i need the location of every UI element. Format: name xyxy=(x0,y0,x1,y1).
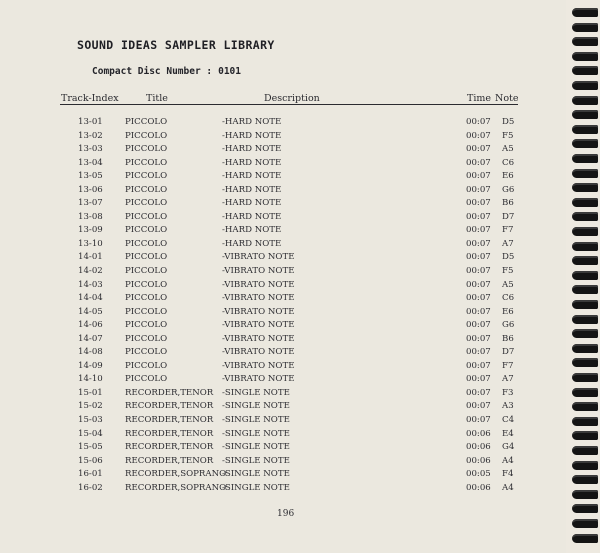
title-cell: RECORDER,TENOR xyxy=(125,387,214,398)
table-row xyxy=(0,442,566,456)
track-index-cell: 14-05 xyxy=(78,306,103,317)
track-index-cell: 15-05 xyxy=(78,442,103,453)
binding-ring xyxy=(572,227,598,236)
cd-number-label: Compact Disc Number : xyxy=(92,66,213,77)
table-row xyxy=(0,429,566,443)
description-cell: -HARD NOTE xyxy=(222,171,282,182)
binding-ring xyxy=(572,388,598,397)
description-cell: -VIBRATO NOTE xyxy=(222,374,295,385)
description-cell: -VIBRATO NOTE xyxy=(222,252,295,263)
table-row xyxy=(0,307,566,321)
time-cell: 00:07 xyxy=(466,184,491,195)
track-list xyxy=(0,117,566,496)
note-cell: G6 xyxy=(502,320,515,331)
title-cell: RECORDER,TENOR xyxy=(125,401,214,412)
table-row xyxy=(0,225,566,239)
table-row xyxy=(0,347,566,361)
time-cell: 00:06 xyxy=(466,428,491,439)
note-cell: A7 xyxy=(502,238,514,249)
description-cell: -SINGLE NOTE xyxy=(222,415,290,426)
track-index-cell: 13-04 xyxy=(78,157,103,168)
time-cell: 00:07 xyxy=(466,198,491,209)
title-cell: PICCOLO xyxy=(125,198,168,209)
binding-ring xyxy=(572,358,598,367)
note-cell: F5 xyxy=(502,130,514,141)
track-index-cell: 13-02 xyxy=(78,130,103,141)
track-index-cell: 13-07 xyxy=(78,198,103,209)
description-cell: -SINGLE NOTE xyxy=(222,442,290,453)
binding-ring xyxy=(572,417,598,426)
note-cell: E6 xyxy=(502,171,514,182)
time-cell: 00:07 xyxy=(466,333,491,344)
note-cell: C6 xyxy=(502,157,515,168)
title-cell: PICCOLO xyxy=(125,238,168,249)
track-index-cell: 15-04 xyxy=(78,428,103,439)
title-cell: RECORDER,TENOR xyxy=(125,455,214,466)
note-cell: A5 xyxy=(502,144,514,155)
title-cell: PICCOLO xyxy=(125,306,168,317)
note-cell: D7 xyxy=(502,211,515,222)
note-cell: E4 xyxy=(502,428,514,439)
title-cell: PICCOLO xyxy=(125,360,168,371)
note-cell: G4 xyxy=(502,442,515,453)
description-cell: -SINGLE NOTE xyxy=(222,428,290,439)
description-cell: -VIBRATO NOTE xyxy=(222,279,295,290)
time-cell: 00:07 xyxy=(466,144,491,155)
title-cell: PICCOLO xyxy=(125,225,168,236)
binding-ring xyxy=(572,256,598,265)
description-cell: -SINGLE NOTE xyxy=(222,401,290,412)
table-row xyxy=(0,401,566,415)
binding-ring xyxy=(572,154,598,163)
track-index-cell: 14-07 xyxy=(78,333,103,344)
track-index-cell: 14-09 xyxy=(78,360,103,371)
binding-ring xyxy=(572,139,598,148)
binding-ring xyxy=(572,373,598,382)
binding-ring xyxy=(572,461,598,470)
column-header-title: Title xyxy=(146,93,168,104)
track-index-cell: 14-02 xyxy=(78,266,103,277)
description-cell: -HARD NOTE xyxy=(222,211,282,222)
note-cell: G6 xyxy=(502,184,515,195)
binding-ring xyxy=(572,125,598,134)
track-index-cell: 14-08 xyxy=(78,347,103,358)
time-cell: 00:07 xyxy=(466,225,491,236)
description-cell: -HARD NOTE xyxy=(222,238,282,249)
binding-ring xyxy=(572,23,598,32)
description-cell: -HARD NOTE xyxy=(222,198,282,209)
binding-ring xyxy=(572,446,598,455)
track-index-cell: 14-06 xyxy=(78,320,103,331)
table-row xyxy=(0,374,566,388)
table-row xyxy=(0,469,566,483)
note-cell: A4 xyxy=(502,482,514,493)
description-cell: -HARD NOTE xyxy=(222,144,282,155)
time-cell: 00:07 xyxy=(466,401,491,412)
header-divider xyxy=(60,104,518,105)
track-index-cell: 14-10 xyxy=(78,374,103,385)
title-cell: PICCOLO xyxy=(125,333,168,344)
table-row xyxy=(0,131,566,145)
table-row xyxy=(0,144,566,158)
binding-ring xyxy=(572,242,598,251)
table-row xyxy=(0,388,566,402)
track-index-cell: 13-06 xyxy=(78,184,103,195)
title-cell: PICCOLO xyxy=(125,320,168,331)
title-cell: PICCOLO xyxy=(125,130,168,141)
binding-ring xyxy=(572,183,598,192)
description-cell: -HARD NOTE xyxy=(222,225,282,236)
note-cell: B6 xyxy=(502,198,514,209)
binding-ring xyxy=(572,37,598,46)
title-cell: PICCOLO xyxy=(125,279,168,290)
table-row xyxy=(0,483,566,497)
title-cell: PICCOLO xyxy=(125,211,168,222)
binding-ring xyxy=(572,431,598,440)
column-header-description: Description xyxy=(264,93,320,104)
description-cell: -VIBRATO NOTE xyxy=(222,306,295,317)
binding-ring xyxy=(572,534,598,543)
table-row xyxy=(0,212,566,226)
table-row xyxy=(0,334,566,348)
time-cell: 00:07 xyxy=(466,415,491,426)
binding-ring xyxy=(572,52,598,61)
title-cell: PICCOLO xyxy=(125,171,168,182)
description-cell: -SINGLE NOTE xyxy=(222,482,290,493)
column-header-note: Note xyxy=(495,93,519,104)
cd-number-value: 0101 xyxy=(218,66,241,77)
time-cell: 00:07 xyxy=(466,374,491,385)
table-row xyxy=(0,361,566,375)
description-cell: -SINGLE NOTE xyxy=(222,455,290,466)
binding-ring xyxy=(572,81,598,90)
track-index-cell: 14-01 xyxy=(78,252,103,263)
track-index-cell: 13-03 xyxy=(78,144,103,155)
note-cell: A3 xyxy=(502,401,514,412)
title-cell: RECORDER,SOPRANO xyxy=(125,469,227,480)
note-cell: F7 xyxy=(502,360,514,371)
note-cell: C4 xyxy=(502,415,515,426)
note-cell: E6 xyxy=(502,306,514,317)
description-cell: -HARD NOTE xyxy=(222,184,282,195)
track-index-cell: 16-02 xyxy=(78,482,103,493)
binding-ring xyxy=(572,66,598,75)
binding-ring xyxy=(572,271,598,280)
title-cell: RECORDER,TENOR xyxy=(125,442,214,453)
table-row xyxy=(0,185,566,199)
title-cell: PICCOLO xyxy=(125,144,168,155)
binding-ring xyxy=(572,300,598,309)
spiral-binding xyxy=(566,0,600,553)
time-cell: 00:07 xyxy=(466,387,491,398)
time-cell: 00:07 xyxy=(466,306,491,317)
note-cell: F5 xyxy=(502,266,514,277)
binding-ring xyxy=(572,110,598,119)
description-cell: -VIBRATO NOTE xyxy=(222,320,295,331)
title-cell: PICCOLO xyxy=(125,347,168,358)
page-number: 196 xyxy=(277,509,295,519)
track-index-cell: 15-01 xyxy=(78,387,103,398)
track-index-cell: 15-06 xyxy=(78,455,103,466)
time-cell: 00:07 xyxy=(466,320,491,331)
binding-ring xyxy=(572,315,598,324)
time-cell: 00:06 xyxy=(466,482,491,493)
time-cell: 00:06 xyxy=(466,442,491,453)
table-row xyxy=(0,117,566,131)
time-cell: 00:07 xyxy=(466,211,491,222)
title-cell: RECORDER,TENOR xyxy=(125,415,214,426)
track-index-cell: 13-10 xyxy=(78,238,103,249)
description-cell: -SINGLE NOTE xyxy=(222,387,290,398)
title-cell: RECORDER,SOPRANO xyxy=(125,482,227,493)
time-cell: 00:07 xyxy=(466,279,491,290)
note-cell: A4 xyxy=(502,455,514,466)
title-cell: PICCOLO xyxy=(125,117,168,127)
description-cell: -VIBRATO NOTE xyxy=(222,333,295,344)
table-row xyxy=(0,415,566,429)
note-cell: A5 xyxy=(502,279,514,290)
binding-ring xyxy=(572,8,598,17)
track-index-cell: 13-09 xyxy=(78,225,103,236)
time-cell: 00:07 xyxy=(466,130,491,141)
note-cell: D5 xyxy=(502,252,515,263)
note-cell: B6 xyxy=(502,333,514,344)
column-header-time: Time xyxy=(467,93,492,104)
page-title: SOUND IDEAS SAMPLER LIBRARY xyxy=(77,38,275,52)
time-cell: 00:07 xyxy=(466,171,491,182)
table-row xyxy=(0,266,566,280)
column-header-track: Track-Index xyxy=(61,93,119,104)
table-row xyxy=(0,252,566,266)
description-cell: -VIBRATO NOTE xyxy=(222,293,295,304)
table-row xyxy=(0,158,566,172)
binding-ring xyxy=(572,519,598,528)
time-cell: 00:07 xyxy=(466,293,491,304)
binding-ring xyxy=(572,329,598,338)
time-cell: 00:07 xyxy=(466,117,491,127)
note-cell: C6 xyxy=(502,293,515,304)
title-cell: PICCOLO xyxy=(125,293,168,304)
binding-ring xyxy=(572,198,598,207)
note-cell: F4 xyxy=(502,469,514,480)
track-index-cell: 15-03 xyxy=(78,415,103,426)
table-row xyxy=(0,171,566,185)
note-cell: A7 xyxy=(502,374,514,385)
title-cell: RECORDER,TENOR xyxy=(125,428,214,439)
description-cell: -SINGLE NOTE xyxy=(222,469,290,480)
title-cell: PICCOLO xyxy=(125,374,168,385)
time-cell: 00:07 xyxy=(466,238,491,249)
binding-ring xyxy=(572,504,598,513)
note-cell: D7 xyxy=(502,347,515,358)
description-cell: -VIBRATO NOTE xyxy=(222,347,295,358)
time-cell: 00:06 xyxy=(466,455,491,466)
track-index-cell: 13-08 xyxy=(78,211,103,222)
title-cell: PICCOLO xyxy=(125,184,168,195)
description-cell: -HARD NOTE xyxy=(222,130,282,141)
time-cell: 00:05 xyxy=(466,469,491,480)
binding-ring xyxy=(572,344,598,353)
table-row xyxy=(0,320,566,334)
title-cell: PICCOLO xyxy=(125,157,168,168)
table-row xyxy=(0,280,566,294)
description-cell: -HARD NOTE xyxy=(222,117,282,127)
table-row xyxy=(0,293,566,307)
time-cell: 00:07 xyxy=(466,266,491,277)
note-cell: D5 xyxy=(502,117,515,127)
cd-number-line xyxy=(92,66,247,77)
binding-ring xyxy=(572,169,598,178)
track-index-cell: 13-01 xyxy=(78,117,103,127)
binding-ring xyxy=(572,96,598,105)
table-row xyxy=(0,198,566,212)
track-index-cell: 13-05 xyxy=(78,171,103,182)
time-cell: 00:07 xyxy=(466,252,491,263)
time-cell: 00:07 xyxy=(466,157,491,168)
binding-ring xyxy=(572,402,598,411)
title-cell: PICCOLO xyxy=(125,266,168,277)
binding-ring xyxy=(572,490,598,499)
binding-ring xyxy=(572,475,598,484)
track-index-cell: 14-04 xyxy=(78,293,103,304)
binding-ring xyxy=(572,285,598,294)
table-row xyxy=(0,456,566,470)
track-index-cell: 14-03 xyxy=(78,279,103,290)
note-cell: F3 xyxy=(502,387,514,398)
description-cell: -VIBRATO NOTE xyxy=(222,266,295,277)
binding-ring xyxy=(572,212,598,221)
description-cell: -VIBRATO NOTE xyxy=(222,360,295,371)
time-cell: 00:07 xyxy=(466,347,491,358)
time-cell: 00:07 xyxy=(466,360,491,371)
table-row xyxy=(0,239,566,253)
track-index-cell: 15-02 xyxy=(78,401,103,412)
description-cell: -HARD NOTE xyxy=(222,157,282,168)
track-index-cell: 16-01 xyxy=(78,469,103,480)
title-cell: PICCOLO xyxy=(125,252,168,263)
note-cell: F7 xyxy=(502,225,514,236)
